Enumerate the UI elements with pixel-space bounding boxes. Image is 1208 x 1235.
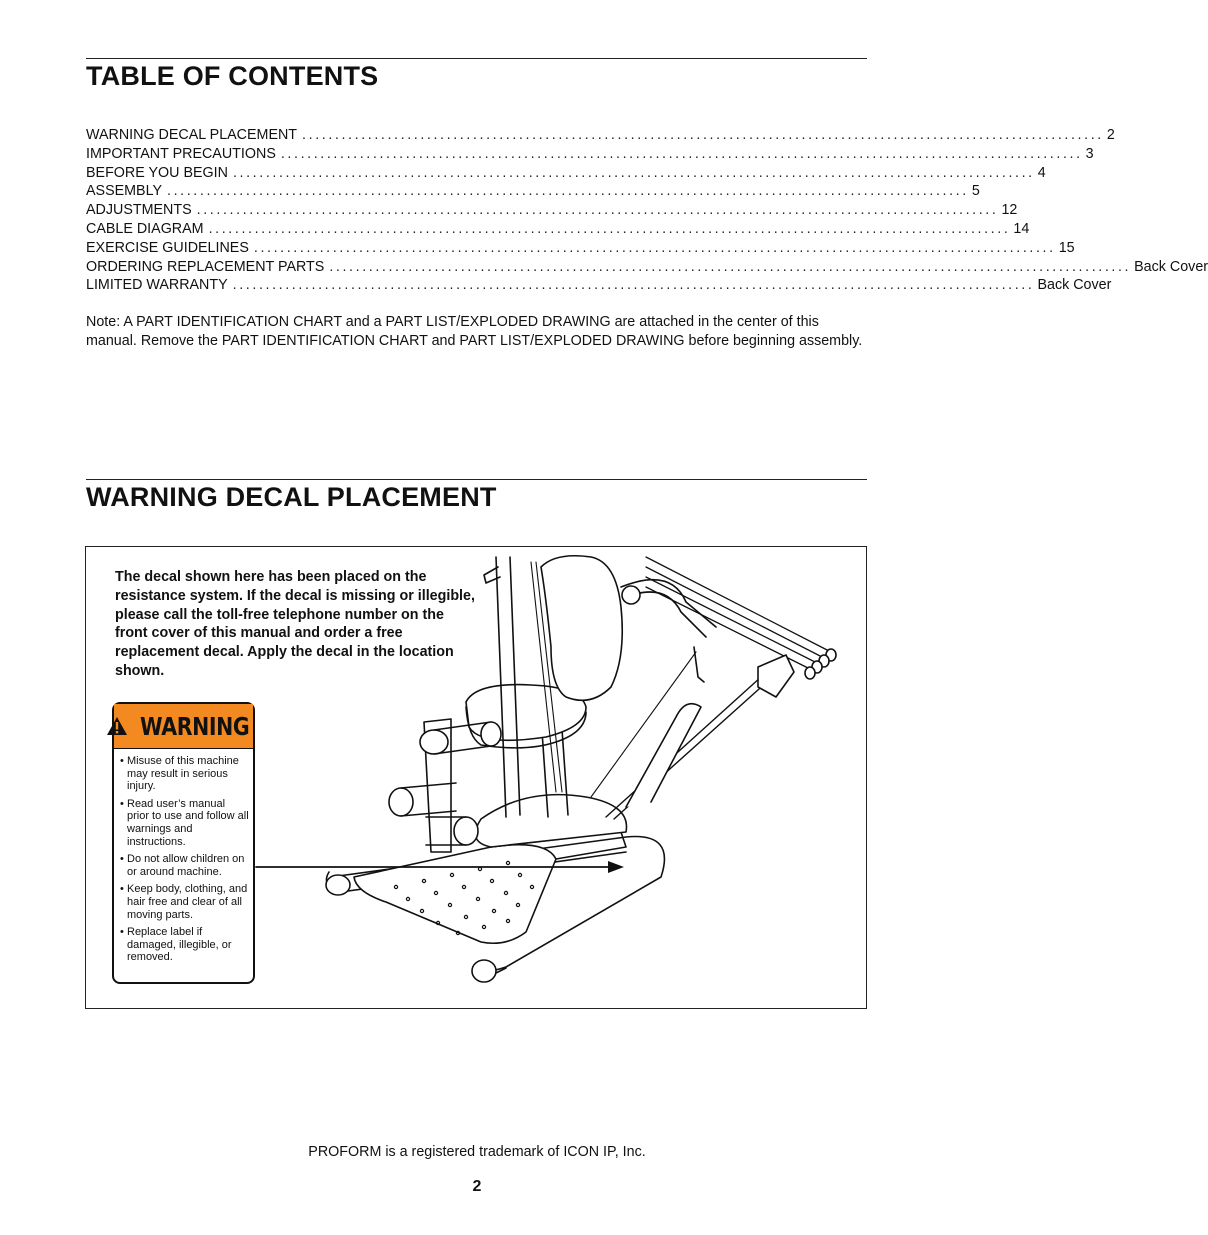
toc-entry-title: ORDERING REPLACEMENT PARTS <box>86 258 325 275</box>
toc-entry-page: 15 <box>1058 239 1075 256</box>
toc-entry[interactable] <box>86 145 1094 164</box>
toc-leader-dots: .......................................................................................................................... <box>232 277 1035 294</box>
toc-leader-dots: .......................................................................................................................... <box>167 183 969 200</box>
toc-leader-dots: .......................................................................................................................... <box>253 239 1056 256</box>
toc-title: TABLE OF CONTENTS <box>86 61 379 91</box>
toc-entry-page: 5 <box>971 183 980 200</box>
toc-list <box>86 126 1208 295</box>
toc-entry-page: 14 <box>1013 220 1030 237</box>
toc-entry-page: 4 <box>1037 164 1046 181</box>
toc-entry-title: IMPORTANT PRECAUTIONS <box>86 145 276 162</box>
toc-entry-page: 12 <box>1001 202 1018 219</box>
warning-decal-item: • Keep body, clothing, and hair free and clear of all moving parts. <box>120 883 249 921</box>
toc-entry[interactable] <box>86 276 1112 295</box>
top-rule <box>86 58 867 59</box>
toc-entry[interactable] <box>86 258 1208 277</box>
toc-leader-dots: .......................................................................................................................... <box>302 127 1104 143</box>
page-number: 2 <box>472 1178 482 1195</box>
toc-entry-page: 2 <box>1106 127 1115 143</box>
toc-leader-dots: .......................................................................................................................... <box>280 145 1083 162</box>
warning-decal-item: • Do not allow children on or around machine. <box>120 853 249 878</box>
warning-decal <box>112 702 255 984</box>
toc-leader-dots: .......................................................................................................................... <box>208 220 1011 237</box>
warning-triangle-icon <box>106 716 128 736</box>
warning-decal-item: • Misuse of this machine may result in serious injury. <box>120 755 249 793</box>
warning-decal-item: • Replace label if damaged, illegible, or removed. <box>120 926 249 964</box>
assembly-note: Note: A PART IDENTIFICATION CHART and a PART LIST/EXPLODED DRAWING are attached in the center of this manual. Remove the PART IDENTIFICATION CHART and PART LIST/EXPLODED DRAWING before beginning assembly. <box>86 314 863 349</box>
section-rule <box>86 479 867 480</box>
warning-decal-item: • Read user’s manual prior to use and follow all warnings and instructions. <box>120 798 249 848</box>
toc-entry-title: ADJUSTMENTS <box>86 202 192 219</box>
toc-entry-title: LIMITED WARRANTY <box>86 277 228 294</box>
toc-entry-title: EXERCISE GUIDELINES <box>86 239 249 256</box>
warning-decal-header <box>114 704 253 749</box>
toc-entry-page: Back Cover <box>1037 277 1112 294</box>
toc-entry[interactable] <box>86 182 980 201</box>
toc-leader-dots: .......................................................................................................................... <box>232 164 1035 181</box>
decal-placement-box <box>85 546 867 1009</box>
toc-leader-dots: .......................................................................................................................... <box>329 258 1132 275</box>
toc-entry-title: BEFORE YOU BEGIN <box>86 164 228 181</box>
toc-entry-title: ASSEMBLY <box>86 183 163 200</box>
toc-entry-title: WARNING DECAL PLACEMENT <box>86 127 298 143</box>
toc-entry-page: 3 <box>1085 145 1094 162</box>
toc-entry[interactable] <box>86 239 1075 258</box>
warning-decal-title: WARNING <box>139 711 250 741</box>
toc-entry[interactable] <box>86 220 1030 239</box>
toc-entry[interactable] <box>86 126 1115 145</box>
toc-entry-page: Back Cover <box>1134 258 1208 275</box>
trademark-notice: PROFORM is a registered trademark of ICON IP, Inc. <box>308 1144 646 1160</box>
toc-entry-title: CABLE DIAGRAM <box>86 220 204 237</box>
decal-description: The decal shown here has been placed on the resistance system. If the decal is missing or illegible, please call the toll-free telephone number on the front cover of this manual and order a free replacement decal. Apply the decal in the location shown. <box>115 569 475 679</box>
toc-leader-dots: .......................................................................................................................... <box>196 202 999 219</box>
warning-section-title: WARNING DECAL PLACEMENT <box>86 482 497 512</box>
toc-entry[interactable] <box>86 164 1046 183</box>
toc-entry[interactable] <box>86 201 1018 220</box>
warning-decal-list <box>114 749 253 964</box>
